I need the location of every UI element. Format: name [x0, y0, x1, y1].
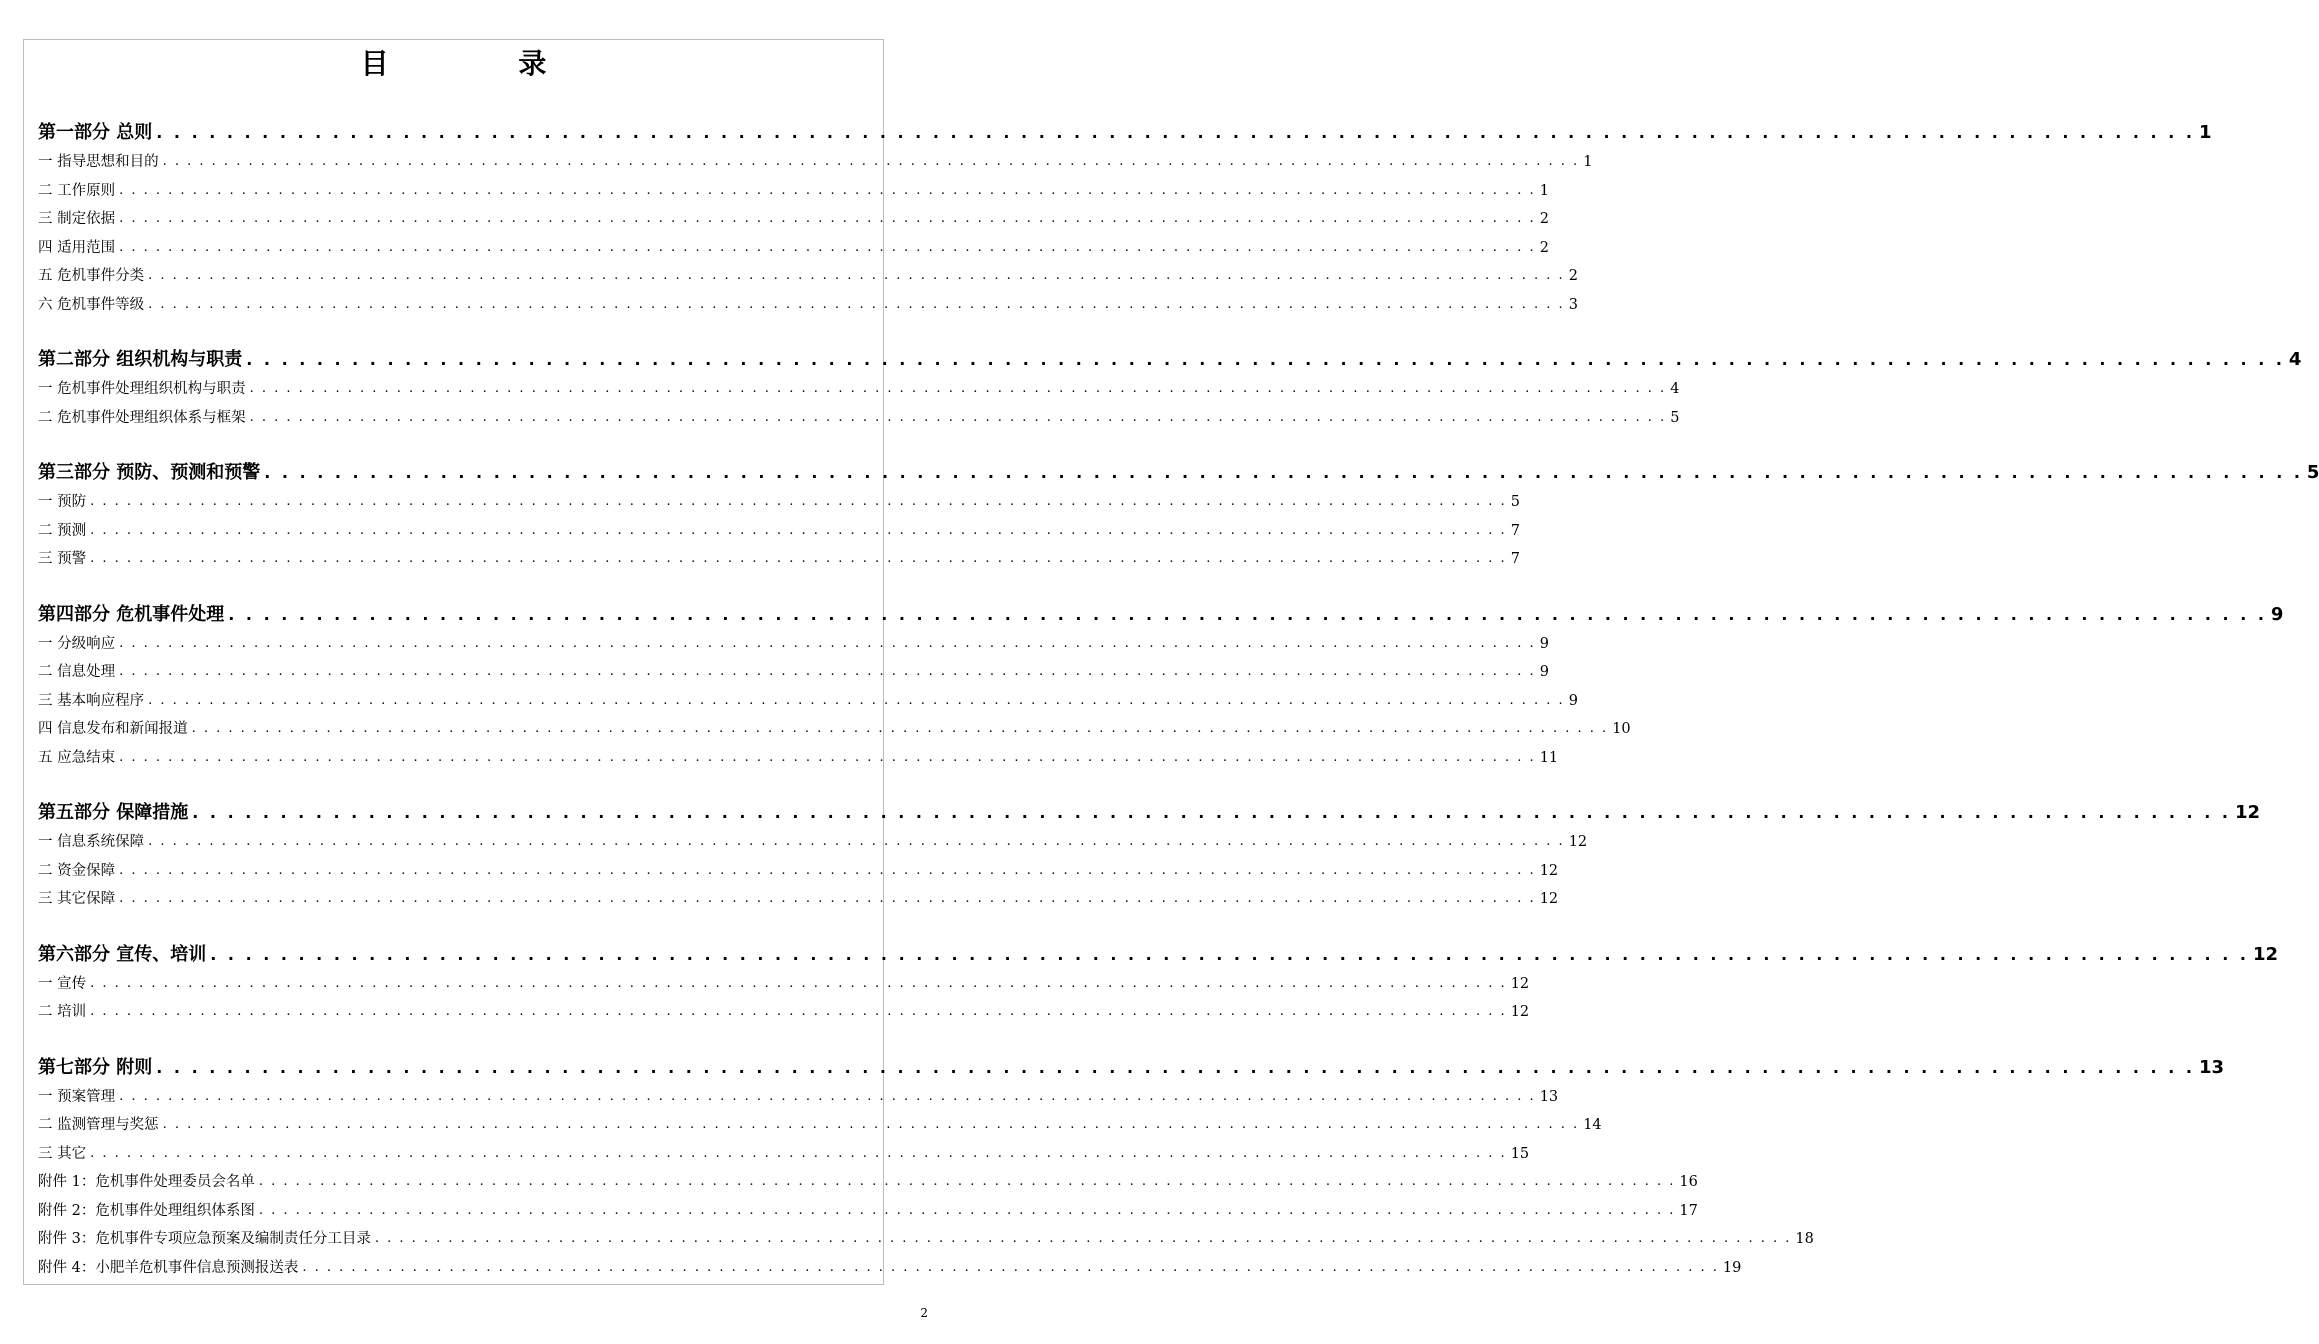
section-gap	[38, 1027, 868, 1053]
toc-item-page: 2	[1568, 268, 1578, 284]
dot-leader: . . . . . . . . . . . . . . . . . . . . . . . . . . . . . . . . . . . . . . . . . . . . . . . . . . . . . . . . . . . . . . . . . . . . . . . . . . . . . . . . . . . . . . . . . . . . . . . . . . . . . . . . . . . . . . . . . . . .	[258, 1202, 1676, 1218]
toc-section-label: 第五部分 保障措施	[38, 802, 189, 823]
dot-leader: . . . . . . . . . . . . . . . . . . . . . . . . . . . . . . . . . . . . . . . . . . . . . . . . . . . . . . . . . . . . . . . . . . . . . . . . . . . . . . . . . . . . . . . . . . . . . . . . . . . . . . . . . . . . . . . . . . . .	[119, 182, 1536, 198]
toc-item-label: 二 培训	[38, 1004, 87, 1020]
toc-item-label: 二 工作原则	[38, 182, 116, 199]
toc-item-label: 附件 1：危机事件处理委员会名单	[38, 1174, 255, 1190]
toc-item-page: 13	[1539, 1088, 1559, 1105]
toc-item-label: 三 其它保障	[38, 891, 116, 907]
toc-section-page: 1	[2198, 122, 2212, 143]
dot-leader: . . . . . . . . . . . . . . . . . . . . . . . . . . . . . . . . . . . . . . . . . . . . . . . . . . . . . . . . . . . . . . . . . . . . . . . . . . . . . . . . . . . . . . . . . . . . . . . . . . . . . . . . . . . . . . . . . . . .	[258, 1174, 1676, 1189]
toc-item-label: 三 其它	[38, 1145, 87, 1162]
toc-item[interactable]	[38, 148, 1593, 177]
toc-item-label: 五 应急结束	[38, 749, 116, 766]
toc-item-label: 一 分级响应	[38, 635, 116, 652]
toc-item[interactable]	[38, 1111, 1602, 1140]
toc-section-page: 4	[2288, 349, 2302, 370]
toc-item-label: 一 危机事件处理组织机构与职责	[38, 381, 246, 397]
toc-item-page: 1	[1539, 182, 1549, 199]
dot-leader: . . . . . . . . . . . . . . . . . . . . . . . . . . . . . . . . . . . . . . . . . . . . . . . . . . . . . . . . . . . . . . . . . . . . . . . . . . . . . . . . . . . . . . . . . . . . . . . . . . . . . . . . . . . . . . . . . . . .	[148, 692, 1565, 708]
toc-item[interactable]	[38, 970, 1530, 999]
toc-item[interactable]	[38, 828, 1588, 857]
toc-section-page: 5	[2306, 462, 2319, 483]
toc-item[interactable]	[38, 857, 1559, 886]
dot-leader: . . . . . . . . . . . . . . . . . . . . . . . . . . . . . . . . . . . . . . . . . . . . . . . . . . . . . . . . . . . . . . . . . . . . . . . . . . . . . . . . . . . . . . . . . . . . . . . . . . . . . . . . . . . . . . . . . . . .	[156, 1057, 2195, 1077]
dot-leader: . . . . . . . . . . . . . . . . . . . . . . . . . . . . . . . . . . . . . . . . . . . . . . . . . . . . . . . . . . . . . . . . . . . . . . . . . . . . . . . . . . . . . . . . . . . . . . . . . . . . . . . . . . . . . . . . . . . .	[119, 862, 1536, 878]
dot-leader: . . . . . . . . . . . . . . . . . . . . . . . . . . . . . . . . . . . . . . . . . . . . . . . . . . . . . . . . . . . . . . . . . . . . . . . . . . . . . . . . . . . . . . . . . . . . . . . . . . . . . . . . . . . . . . . . . . . .	[374, 1231, 1792, 1246]
toc-item-page: 9	[1539, 635, 1549, 652]
toc-item[interactable]	[38, 262, 1578, 291]
toc-item-label: 二 信息处理	[38, 664, 116, 680]
toc-item[interactable]	[38, 1140, 1530, 1169]
toc-item-label: 六 危机事件等级	[38, 296, 145, 313]
toc-item-page: 19	[1722, 1259, 1742, 1276]
toc-item-label: 附件 4：小肥羊危机事件信息预测报送表	[38, 1259, 299, 1276]
section-gap	[38, 319, 868, 345]
dot-leader: . . . . . . . . . . . . . . . . . . . . . . . . . . . . . . . . . . . . . . . . . . . . . . . . . . . . . . . . . . . . . . . . . . . . . . . . . . . . . . . . . . . . . . . . . . . . . . . . . . . . . . . . . . . . . . . . . . . .	[228, 604, 2267, 624]
dot-leader: . . . . . . . . . . . . . . . . . . . . . . . . . . . . . . . . . . . . . . . . . . . . . . . . . . . . . . . . . . . . . . . . . . . . . . . . . . . . . . . . . . . . . . . . . . . . . . . . . . . . . . . . . . . . . . . . . . . .	[148, 296, 1565, 312]
section-gap	[38, 914, 868, 940]
dot-leader: . . . . . . . . . . . . . . . . . . . . . . . . . . . . . . . . . . . . . . . . . . . . . . . . . . . . . . . . . . . . . . . . . . . . . . . . . . . . . . . . . . . . . . . . . . . . . . . . . . . . . . . . . . . . . . . . . . . .	[119, 749, 1536, 765]
toc-item-page: 5	[1510, 494, 1520, 510]
dot-leader: . . . . . . . . . . . . . . . . . . . . . . . . . . . . . . . . . . . . . . . . . . . . . . . . . . . . . . . . . . . . . . . . . . . . . . . . . . . . . . . . . . . . . . . . . . . . . . . . . . . . . . . . . . . . . . . . . . . .	[90, 1004, 1507, 1019]
dot-leader: . . . . . . . . . . . . . . . . . . . . . . . . . . . . . . . . . . . . . . . . . . . . . . . . . . . . . . . . . . . . . . . . . . . . . . . . . . . . . . . . . . . . . . . . . . . . . . . . . . . . . . . . . . . . . . . . . . . .	[90, 551, 1507, 566]
dot-leader: . . . . . . . . . . . . . . . . . . . . . . . . . . . . . . . . . . . . . . . . . . . . . . . . . . . . . . . . . . . . . . . . . . . . . . . . . . . . . . . . . . . . . . . . . . . . . . . . . . . . . . . . . . . . . . . . . . . .	[90, 1145, 1507, 1161]
toc-item[interactable]	[38, 1254, 1742, 1283]
toc-item-label: 附件 3：危机事件专项应急预案及编制责任分工目录	[38, 1231, 371, 1247]
toc-item[interactable]	[38, 488, 1520, 517]
dot-leader: . . . . . . . . . . . . . . . . . . . . . . . . . . . . . . . . . . . . . . . . . . . . . . . . . . . . . . . . . . . . . . . . . . . . . . . . . . . . . . . . . . . . . . . . . . . . . . . . . . . . . . . . . . . . . . . . . . . .	[156, 123, 2195, 142]
toc-item[interactable]	[38, 404, 1680, 433]
dot-leader: . . . . . . . . . . . . . . . . . . . . . . . . . . . . . . . . . . . . . . . . . . . . . . . . . . . . . . . . . . . . . . . . . . . . . . . . . . . . . . . . . . . . . . . . . . . . . . . . . . . . . . . . . . . . . . . . . . . .	[119, 664, 1536, 679]
toc-item-page: 16	[1679, 1174, 1698, 1190]
toc-item-page: 17	[1679, 1202, 1698, 1219]
toc-item-page: 5	[1670, 409, 1680, 426]
toc-item-page: 2	[1539, 211, 1549, 227]
toc-item-page: 12	[1539, 891, 1559, 907]
toc-item-page: 2	[1539, 239, 1549, 256]
toc-section[interactable]	[38, 345, 2302, 375]
dot-leader: . . . . . . . . . . . . . . . . . . . . . . . . . . . . . . . . . . . . . . . . . . . . . . . . . . . . . . . . . . . . . . . . . . . . . . . . . . . . . . . . . . . . . . . . . . . . . . . . . . . . . . . . . . . . . . . . . . . .	[119, 891, 1536, 906]
toc-section[interactable]	[38, 798, 2260, 828]
dot-leader: . . . . . . . . . . . . . . . . . . . . . . . . . . . . . . . . . . . . . . . . . . . . . . . . . . . . . . . . . . . . . . . . . . . . . . . . . . . . . . . . . . . . . . . . . . . . . . . . . . . . . . . . . . . . . . . . . . . .	[90, 494, 1507, 509]
toc-item-page: 15	[1510, 1145, 1530, 1162]
toc-section-page: 12	[2252, 943, 2278, 965]
dot-leader: . . . . . . . . . . . . . . . . . . . . . . . . . . . . . . . . . . . . . . . . . . . . . . . . . . . . . . . . . . . . . . . . . . . . . . . . . . . . . . . . . . . . . . . . . . . . . . . . . . . . . . . . . . . . . . . . . . . .	[119, 635, 1536, 651]
toc-item[interactable]	[38, 885, 1559, 914]
dot-leader: . . . . . . . . . . . . . . . . . . . . . . . . . . . . . . . . . . . . . . . . . . . . . . . . . . . . . . . . . . . . . . . . . . . . . . . . . . . . . . . . . . . . . . . . . . . . . . . . . . . . . . . . . . . . . . . . . . . .	[119, 239, 1536, 255]
toc-item-page: 10	[1612, 721, 1631, 737]
dot-leader: . . . . . . . . . . . . . . . . . . . . . . . . . . . . . . . . . . . . . . . . . . . . . . . . . . . . . . . . . . . . . . . . . . . . . . . . . . . . . . . . . . . . . . . . . . . . . . . . . . . . . . . . . . . . . . . . . . . .	[249, 409, 1667, 425]
toc-item-label: 一 宣传	[38, 975, 87, 992]
toc-item[interactable]	[38, 1197, 1698, 1226]
section-gap	[38, 772, 868, 798]
toc-item[interactable]	[38, 630, 1549, 659]
toc-section[interactable]	[38, 940, 2278, 970]
toc-item[interactable]	[38, 291, 1578, 320]
toc-section-page: 9	[2270, 603, 2284, 625]
toc-item-label: 三 基本响应程序	[38, 692, 145, 709]
toc-item-label: 一 预案管理	[38, 1088, 116, 1105]
toc-item[interactable]	[38, 658, 1549, 687]
toc-item-label: 五 危机事件分类	[38, 268, 145, 284]
dot-leader: . . . . . . . . . . . . . . . . . . . . . . . . . . . . . . . . . . . . . . . . . . . . . . . . . . . . . . . . . . . . . . . . . . . . . . . . . . . . . . . . . . . . . . . . . . . . . . . . . . . . . . . . . . . . . . . . . . . .	[148, 268, 1565, 283]
toc-item-page: 7	[1510, 551, 1520, 567]
toc-section[interactable]	[38, 118, 2212, 148]
toc-item-page: 18	[1795, 1231, 1814, 1247]
toc-section[interactable]	[38, 1053, 2224, 1083]
toc-item-page: 11	[1539, 749, 1559, 766]
toc-section-label: 第二部分 组织机构与职责	[38, 349, 243, 370]
toc-item[interactable]	[38, 234, 1549, 263]
toc-section-label: 第三部分 预防、预测和预警	[38, 462, 261, 483]
toc-item-label: 附件 2：危机事件处理组织体系图	[38, 1202, 255, 1219]
toc-item-page: 12	[1510, 1004, 1530, 1020]
dot-leader: . . . . . . . . . . . . . . . . . . . . . . . . . . . . . . . . . . . . . . . . . . . . . . . . . . . . . . . . . . . . . . . . . . . . . . . . . . . . . . . . . . . . . . . . . . . . . . . . . . . . . . . . . . . . . . . . . . . .	[192, 803, 2231, 822]
toc-item[interactable]	[38, 687, 1578, 716]
toc-item-page: 1	[1583, 154, 1593, 170]
toc-item[interactable]	[38, 744, 1559, 773]
toc-item-label: 一 预防	[38, 494, 87, 510]
toc-item-label: 二 预测	[38, 522, 87, 539]
toc-item-page: 12	[1510, 975, 1530, 992]
toc-section-page: 12	[2234, 802, 2260, 823]
toc-section-label: 第一部分 总则	[38, 122, 153, 143]
toc-item-label: 一 指导思想和目的	[38, 154, 159, 170]
toc-item-label: 二 监测管理与奖惩	[38, 1117, 159, 1133]
toc-item[interactable]	[38, 1168, 1698, 1197]
toc-item-page: 7	[1510, 522, 1520, 539]
dot-leader: . . . . . . . . . . . . . . . . . . . . . . . . . . . . . . . . . . . . . . . . . . . . . . . . . . . . . . . . . . . . . . . . . . . . . . . . . . . . . . . . . . . . . . . . . . . . . . . . . . . . . . . . . . . . . . . . . . . .	[302, 1259, 1719, 1275]
toc-item[interactable]	[38, 715, 1631, 744]
toc-item-label: 二 危机事件处理组织体系与框架	[38, 409, 246, 426]
dot-leader: . . . . . . . . . . . . . . . . . . . . . . . . . . . . . . . . . . . . . . . . . . . . . . . . . . . . . . . . . . . . . . . . . . . . . . . . . . . . . . . . . . . . . . . . . . . . . . . . . . . . . . . . . . . . . . . . . . . .	[210, 944, 2249, 964]
dot-leader: . . . . . . . . . . . . . . . . . . . . . . . . . . . . . . . . . . . . . . . . . . . . . . . . . . . . . . . . . . . . . . . . . . . . . . . . . . . . . . . . . . . . . . . . . . . . . . . . . . . . . . . . . . . . . . . . . . . .	[90, 522, 1507, 538]
dot-leader: . . . . . . . . . . . . . . . . . . . . . . . . . . . . . . . . . . . . . . . . . . . . . . . . . . . . . . . . . . . . . . . . . . . . . . . . . . . . . . . . . . . . . . . . . . . . . . . . . . . . . . . . . . . . . . . . . . . .	[162, 1117, 1580, 1132]
section-gap	[38, 432, 868, 458]
toc-item-page: 12	[1568, 834, 1588, 850]
toc-section-label: 第七部分 附则	[38, 1056, 153, 1078]
page-number: 2	[920, 1306, 928, 1320]
dot-leader: . . . . . . . . . . . . . . . . . . . . . . . . . . . . . . . . . . . . . . . . . . . . . . . . . . . . . . . . . . . . . . . . . . . . . . . . . . . . . . . . . . . . . . . . . . . . . . . . . . . . . . . . . . . . . . . . . . . .	[148, 834, 1565, 849]
page-title: 目 录	[360, 47, 607, 80]
toc-item[interactable]	[38, 1225, 1814, 1254]
toc-item-label: 四 信息发布和新闻报道	[38, 721, 188, 737]
toc-section[interactable]	[38, 458, 2319, 488]
toc-item[interactable]	[38, 375, 1680, 404]
toc-item-label: 三 制定依据	[38, 211, 116, 227]
dot-leader: . . . . . . . . . . . . . . . . . . . . . . . . . . . . . . . . . . . . . . . . . . . . . . . . . . . . . . . . . . . . . . . . . . . . . . . . . . . . . . . . . . . . . . . . . . . . . . . . . . . . . . . . . . . . . . . . . . . .	[249, 381, 1667, 396]
toc-item-label: 四 适用范围	[38, 239, 116, 256]
dot-leader: . . . . . . . . . . . . . . . . . . . . . . . . . . . . . . . . . . . . . . . . . . . . . . . . . . . . . . . . . . . . . . . . . . . . . . . . . . . . . . . . . . . . . . . . . . . . . . . . . . . . . . . . . . . . . . . . . . . .	[246, 350, 2285, 369]
toc-item-label: 一 信息系统保障	[38, 834, 145, 850]
toc-item[interactable]	[38, 205, 1549, 234]
toc-item-label: 三 预警	[38, 551, 87, 567]
toc-item-page: 4	[1670, 381, 1680, 397]
dot-leader: . . . . . . . . . . . . . . . . . . . . . . . . . . . . . . . . . . . . . . . . . . . . . . . . . . . . . . . . . . . . . . . . . . . . . . . . . . . . . . . . . . . . . . . . . . . . . . . . . . . . . . . . . . . . . . . . . . . .	[162, 154, 1580, 169]
toc-item-page: 12	[1539, 862, 1559, 879]
toc-section-label: 第四部分 危机事件处理	[38, 603, 225, 625]
toc-item[interactable]	[38, 1083, 1559, 1112]
toc-item[interactable]	[38, 545, 1520, 574]
dot-leader: . . . . . . . . . . . . . . . . . . . . . . . . . . . . . . . . . . . . . . . . . . . . . . . . . . . . . . . . . . . . . . . . . . . . . . . . . . . . . . . . . . . . . . . . . . . . . . . . . . . . . . . . . . . . . . . . . . . .	[264, 463, 2303, 482]
toc-section-page: 13	[2198, 1056, 2224, 1078]
toc-item-page: 3	[1568, 296, 1578, 313]
dot-leader: . . . . . . . . . . . . . . . . . . . . . . . . . . . . . . . . . . . . . . . . . . . . . . . . . . . . . . . . . . . . . . . . . . . . . . . . . . . . . . . . . . . . . . . . . . . . . . . . . . . . . . . . . . . . . . . . . . . .	[119, 211, 1536, 226]
dot-leader: . . . . . . . . . . . . . . . . . . . . . . . . . . . . . . . . . . . . . . . . . . . . . . . . . . . . . . . . . . . . . . . . . . . . . . . . . . . . . . . . . . . . . . . . . . . . . . . . . . . . . . . . . . . . . . . . . . . .	[191, 721, 1609, 736]
toc-item[interactable]	[38, 517, 1520, 546]
dot-leader: . . . . . . . . . . . . . . . . . . . . . . . . . . . . . . . . . . . . . . . . . . . . . . . . . . . . . . . . . . . . . . . . . . . . . . . . . . . . . . . . . . . . . . . . . . . . . . . . . . . . . . . . . . . . . . . . . . . .	[90, 975, 1507, 991]
table-of-contents	[38, 118, 2319, 1282]
toc-section-label: 第六部分 宣传、培训	[38, 943, 207, 965]
section-gap	[38, 574, 868, 600]
toc-item-label: 二 资金保障	[38, 862, 116, 879]
toc-item-page: 9	[1539, 664, 1549, 680]
toc-item-page: 14	[1583, 1117, 1602, 1133]
toc-item[interactable]	[38, 177, 1549, 206]
toc-item-page: 9	[1568, 692, 1578, 709]
dot-leader: . . . . . . . . . . . . . . . . . . . . . . . . . . . . . . . . . . . . . . . . . . . . . . . . . . . . . . . . . . . . . . . . . . . . . . . . . . . . . . . . . . . . . . . . . . . . . . . . . . . . . . . . . . . . . . . . . . . .	[119, 1088, 1536, 1104]
toc-item[interactable]	[38, 998, 1530, 1027]
toc-section[interactable]	[38, 600, 2284, 630]
